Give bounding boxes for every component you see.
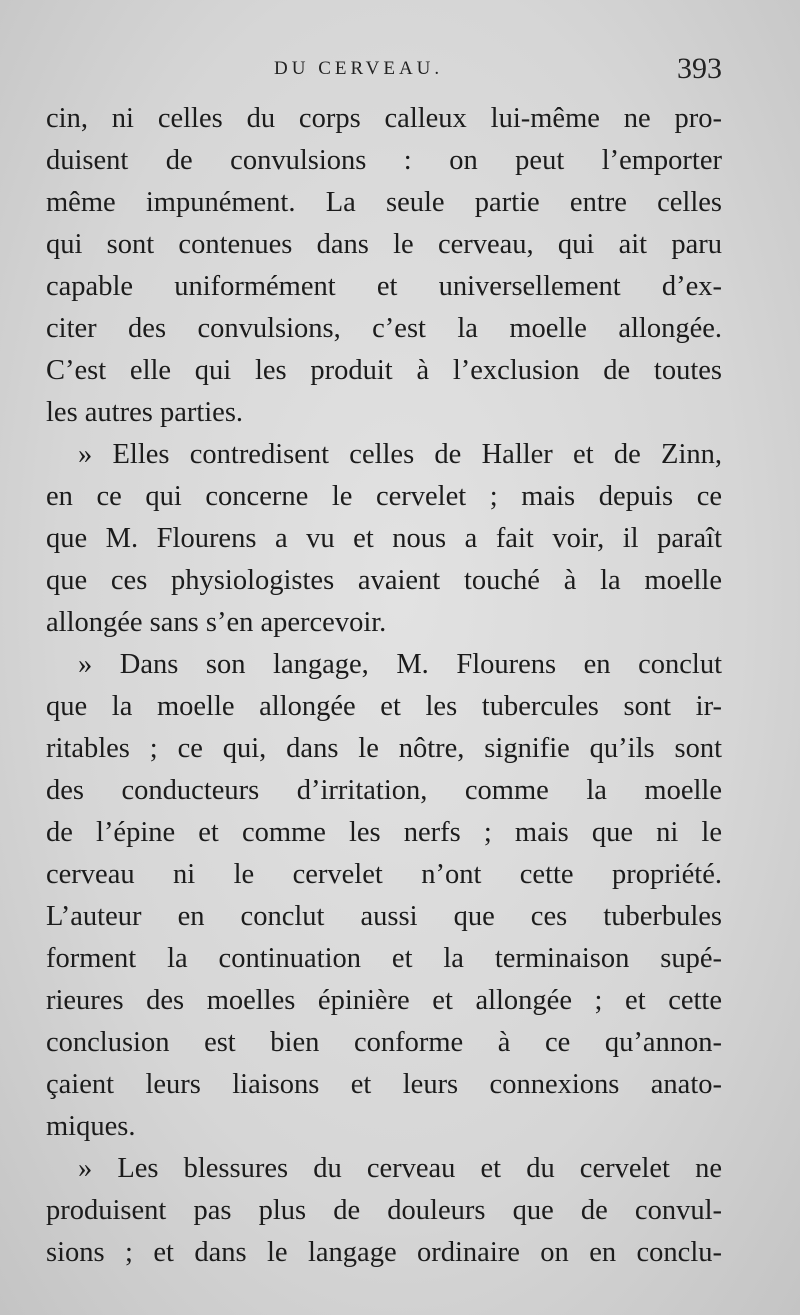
- text-line: produisent pas plus de douleurs que de convul-: [46, 1195, 722, 1226]
- text-line: çaient leurs liaisons et leurs connexions anato-: [46, 1069, 722, 1100]
- text-line: que ces physiologistes avaient touché à la moelle: [46, 565, 722, 596]
- text-line: ritables ; ce qui, dans le nôtre, signifie qu’ils sont: [46, 733, 722, 764]
- text-line: sions ; et dans le langage ordinaire on en conclu-: [46, 1237, 722, 1268]
- text-line: capable uniformément et universellement d’ex-: [46, 271, 722, 302]
- text-line: » Dans son langage, M. Flourens en conclut: [78, 649, 722, 680]
- text-line: que la moelle allongée et les tubercules sont ir-: [46, 691, 722, 722]
- text-line: que M. Flourens a vu et nous a fait voir, il paraît: [46, 523, 722, 554]
- text-line: conclusion est bien conforme à ce qu’annon-: [46, 1027, 722, 1058]
- text-line: rieures des moelles épinière et allongée ; et cette: [46, 985, 722, 1016]
- page-header: [46, 52, 722, 92]
- running-head: DU CERVEAU.: [274, 58, 444, 79]
- text-line: des conducteurs d’irritation, comme la moelle: [46, 775, 722, 806]
- text-line: citer des convulsions, c’est la moelle allongée.: [46, 313, 722, 344]
- text-line: miques.: [46, 1111, 136, 1142]
- text-line: en ce qui concerne le cervelet ; mais depuis ce: [46, 481, 722, 512]
- text-line: duisent de convulsions : on peut l’emporter: [46, 145, 722, 176]
- text-line: cin, ni celles du corps calleux lui-même ne pro-: [46, 103, 722, 134]
- text-line: » Elles contredisent celles de Haller et de Zinn,: [78, 439, 722, 470]
- text-line: allongée sans s’en apercevoir.: [46, 607, 387, 638]
- text-line: » Les blessures du cerveau et du cervelet ne: [78, 1153, 722, 1184]
- text-line: C’est elle qui les produit à l’exclusion de toutes: [46, 355, 722, 386]
- text-line: même impunément. La seule partie entre celles: [46, 187, 722, 218]
- text-line: de l’épine et comme les nerfs ; mais que ni le: [46, 817, 722, 848]
- text-line: cerveau ni le cervelet n’ont cette propriété.: [46, 859, 722, 890]
- text-line: forment la continuation et la terminaison supé-: [46, 943, 722, 974]
- text-line: qui sont contenues dans le cerveau, qui ait paru: [46, 229, 722, 260]
- text-line: les autres parties.: [46, 397, 244, 428]
- text-line: L’auteur en conclut aussi que ces tuberbules: [46, 901, 722, 932]
- page-number: 393: [677, 52, 722, 85]
- body-text: [46, 98, 722, 1274]
